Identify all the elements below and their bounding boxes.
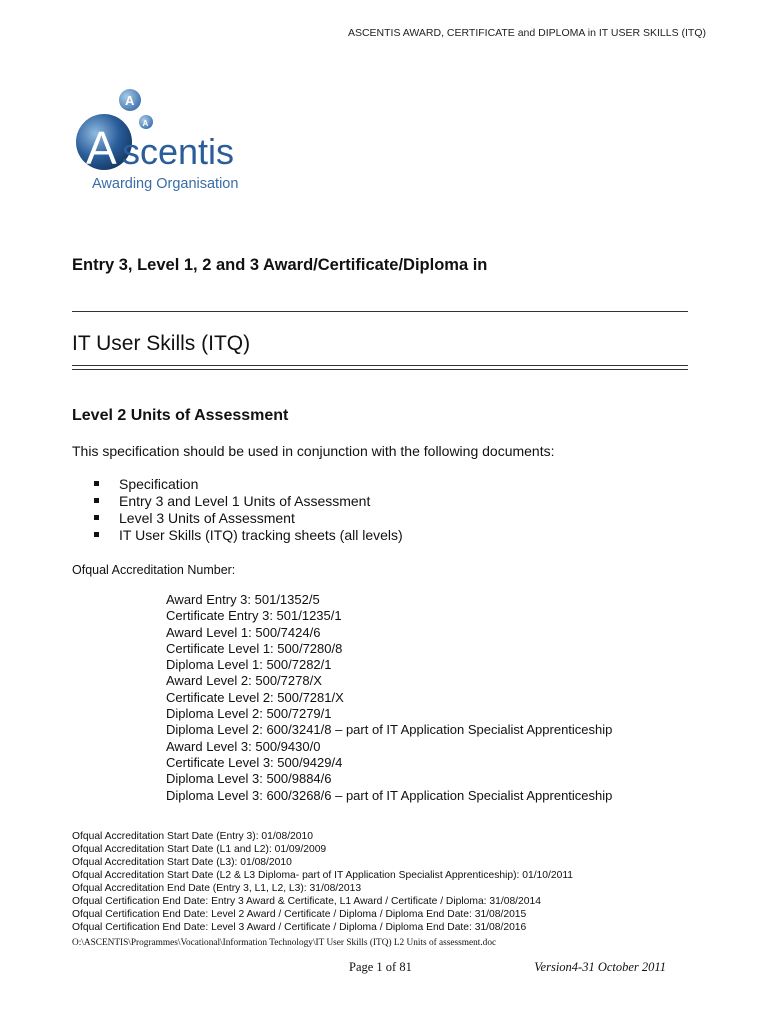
- title-divider: [72, 311, 688, 312]
- list-item: Certificate Entry 3: 501/1235/1: [166, 608, 342, 624]
- list-item: IT User Skills (ITQ) tracking sheets (all levels): [94, 527, 403, 544]
- list-item: Certificate Level 2: 500/7281/X: [166, 689, 344, 705]
- logo-letter-small: A: [142, 119, 149, 128]
- document-title-line-1: Entry 3, Level 1, 2 and 3 Award/Certificate/Diploma in: [72, 256, 488, 274]
- list-item: Diploma Level 2: 600/3241/8 – part of IT Application Specialist Apprenticeship: [166, 722, 613, 738]
- bullet-icon: [94, 532, 99, 537]
- date-line: Ofqual Accreditation Start Date (Entry 3): 01/08/2010: [72, 831, 313, 842]
- page-number: Page 1 of 81: [349, 960, 412, 974]
- list-item: Level 3 Units of Assessment: [94, 510, 403, 527]
- list-item: Entry 3 and Level 1 Units of Assessment: [94, 493, 403, 510]
- date-line: Ofqual Accreditation Start Date (L3): 01/08/2010: [72, 857, 292, 868]
- intro-paragraph: This specification should be used in conjunction with the following documents:: [72, 443, 555, 459]
- date-line: Ofqual Accreditation Start Date (L2 & L3 Diploma- part of IT Application Specialist Apprenticeship): 01/10/2011: [72, 870, 574, 881]
- date-line: Ofqual Accreditation Start Date (L1 and L2): 01/09/2009: [72, 844, 327, 855]
- bullet-icon: [94, 481, 99, 486]
- logo-letter-large: A: [86, 122, 117, 174]
- title-double-divider: [72, 365, 688, 370]
- logo-wordmark: scentis: [122, 131, 235, 172]
- related-documents-list: [94, 476, 403, 544]
- version-label: Version4-31 October 2011: [534, 960, 666, 974]
- list-item: Certificate Level 1: 500/7280/8: [166, 640, 343, 656]
- bullet-icon: [94, 498, 99, 503]
- list-item: Diploma Level 2: 500/7279/1: [166, 706, 332, 722]
- date-line: Ofqual Accreditation End Date (Entry 3, L1, L2, L3): 31/08/2013: [72, 883, 362, 894]
- document-title-line-2: IT User Skills (ITQ): [72, 332, 251, 355]
- accreditation-dates: [72, 830, 573, 934]
- logo-subtitle: Awarding Organisation: [92, 176, 239, 192]
- list-item: Award Entry 3: 501/1352/5: [166, 592, 320, 607]
- date-line: Ofqual Certification End Date: Level 3 Award / Certificate / Diploma / Diploma End Date: 31/08/2016: [72, 922, 527, 933]
- footer-file-path: O:\ASCENTIS\Programmes\Vocational\Information Technology\IT User Skills (ITQ) L2 Units of assessment.doc: [72, 938, 497, 948]
- list-item: Diploma Level 3: 600/3268/6 – part of IT Application Specialist Apprenticeship: [166, 787, 613, 803]
- list-item: Specification: [94, 476, 403, 493]
- accreditation-numbers-list: [166, 592, 612, 804]
- ofqual-accreditation-label: Ofqual Accreditation Number:: [72, 563, 236, 577]
- list-item: Award Level 1: 500/7424/6: [166, 624, 321, 640]
- section-heading: Level 2 Units of Assessment: [72, 407, 289, 424]
- list-item: Diploma Level 3: 500/9884/6: [166, 771, 332, 787]
- logo-graphic: [70, 84, 266, 196]
- ascentis-logo: [70, 84, 266, 196]
- list-item: Award Level 3: 500/9430/0: [166, 738, 321, 754]
- date-line: Ofqual Certification End Date: Level 2 Award / Certificate / Diploma / Diploma End Date: 31/08/2015: [72, 909, 527, 920]
- date-line: Ofqual Certification End Date: Entry 3 Award & Certificate, L1 Award / Certificate / Diploma: 31/08/2014: [72, 896, 541, 907]
- logo-letter-medium: A: [125, 93, 135, 108]
- list-item: Diploma Level 1: 500/7282/1: [166, 657, 332, 673]
- list-item: Award Level 2: 500/7278/X: [166, 673, 322, 689]
- running-header: ASCENTIS AWARD, CERTIFICATE and DIPLOMA in IT USER SKILLS (ITQ): [347, 27, 706, 39]
- bullet-icon: [94, 515, 99, 520]
- list-item: Certificate Level 3: 500/9429/4: [166, 754, 343, 770]
